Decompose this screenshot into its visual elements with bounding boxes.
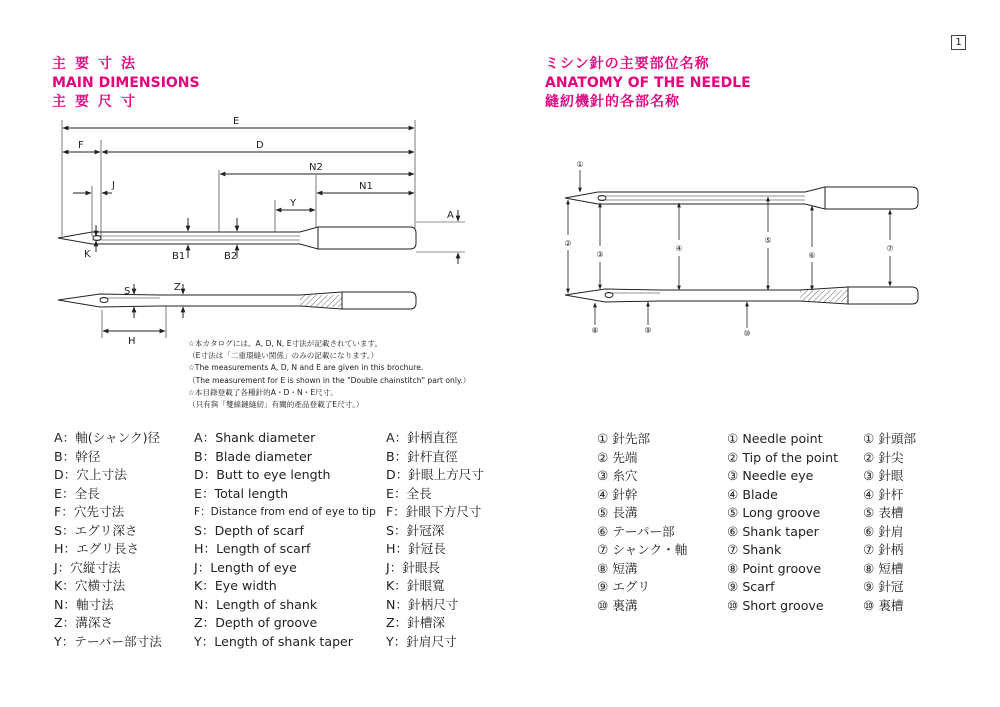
- right-title-jp: ミシン針の主要部位名称: [545, 56, 710, 72]
- list-item: ① 針頭部: [863, 431, 917, 446]
- right-title-en: ANATOMY OF THE NEEDLE: [545, 75, 751, 91]
- anatomy-number: ⑩: [863, 597, 875, 613]
- list-item: A：Shank diameter: [194, 430, 316, 445]
- anatomy-number: ⑨: [727, 579, 739, 595]
- list-item: D：Butt to eye length: [194, 467, 331, 483]
- anatomy-list-zh: [863, 430, 916, 615]
- list-item: Y：針肩尺寸: [386, 634, 457, 650]
- list-item: ⑨ Scarf: [727, 579, 775, 595]
- right-title-zh: 縫紉機針的各部名称: [545, 94, 680, 110]
- anatomy-number: ③: [863, 468, 875, 484]
- list-item: ⑤ 長溝: [597, 505, 638, 521]
- list-item: ⑩ 裏溝: [597, 597, 638, 613]
- page-number: 1: [951, 35, 966, 50]
- anatomy-number: ⑧: [597, 560, 609, 576]
- list-item: ⑦ Shank: [727, 542, 782, 558]
- dim-label-N1: N1: [359, 181, 373, 192]
- list-item: K：針眼寬: [386, 578, 445, 594]
- callout-9: ⑨: [644, 326, 652, 335]
- list-item: N：軸寸法: [54, 596, 114, 612]
- anatomy-number: ⑩: [727, 597, 739, 613]
- list-item: ⑤ Long groove: [727, 505, 821, 521]
- anatomy-list-en: [727, 430, 838, 615]
- dim-label-F: F: [78, 140, 84, 151]
- dim-label-A: A: [447, 210, 454, 221]
- list-item: ⑩ 裏槽: [863, 597, 904, 613]
- anatomy-number: ⑦: [727, 542, 739, 558]
- list-item: H：針冠長: [386, 541, 446, 557]
- list-item: ⑨ エグリ: [597, 579, 651, 595]
- callout-10: ⑩: [743, 329, 751, 338]
- anatomy-number: ④: [727, 486, 739, 502]
- list-item: E：全長: [54, 485, 100, 501]
- list-item: N：針柄尺寸: [386, 596, 459, 612]
- list-item: Z：溝深さ: [54, 615, 114, 631]
- note-line: ☆The measurements A, D, N and E are given in this brochure.: [188, 363, 424, 373]
- list-item: ⑦ シャンク・軸: [597, 542, 688, 558]
- callout-2: ②: [564, 239, 572, 248]
- list-item: ⑧ 短溝: [597, 560, 638, 576]
- list-item: ② 針尖: [863, 449, 904, 465]
- list-item: B：幹径: [54, 448, 101, 464]
- list-item: F：針眼下方尺寸: [386, 504, 482, 520]
- callout-4: ④: [675, 244, 683, 253]
- anatomy-number: ⑨: [597, 579, 609, 595]
- anatomy-number: ②: [597, 449, 609, 465]
- callout-8: ⑧: [591, 326, 599, 335]
- list-item: H：Length of scarf: [194, 541, 311, 557]
- anatomy-number: ③: [727, 468, 739, 484]
- dimensions-list-jp: [54, 429, 162, 652]
- list-item: A：軸(シャンク)径: [54, 430, 161, 445]
- list-item: ① Needle point: [727, 431, 823, 446]
- anatomy-number: ⑥: [597, 523, 609, 539]
- list-item: ⑧ Point groove: [727, 560, 822, 576]
- list-item: ③ 針眼: [863, 468, 904, 484]
- list-item: N：Length of shank: [194, 596, 318, 612]
- list-item: Y：Length of shank taper: [194, 634, 353, 650]
- anatomy-number: ④: [863, 486, 875, 502]
- dim-label-B1: B1: [172, 251, 186, 262]
- anatomy-number: ⑤: [727, 505, 739, 521]
- callout-1: ①: [576, 160, 584, 169]
- dim-label-Z: Z: [174, 282, 181, 293]
- anatomy-number: ①: [727, 431, 739, 446]
- measurement-notes: [188, 338, 470, 411]
- anatomy-number: ③: [597, 468, 609, 484]
- list-item: Z：Depth of groove: [194, 615, 318, 631]
- needle-side-view-right: [565, 187, 918, 209]
- anatomy-number: ⑥: [863, 523, 875, 539]
- list-item: ⑤ 表槽: [863, 505, 904, 521]
- anatomy-number: ①: [597, 431, 609, 446]
- list-item: F：Distance from end of eye to tip: [194, 506, 376, 519]
- callout-5: ⑤: [764, 236, 772, 245]
- list-item: ⑨ 針冠: [863, 579, 904, 595]
- list-item: E：Total length: [194, 485, 289, 501]
- callout-3: ③: [596, 250, 604, 259]
- anatomy-number: ④: [597, 486, 609, 502]
- anatomy-number: ⑧: [727, 560, 739, 576]
- dim-label-J: J: [112, 180, 115, 191]
- dimensions-list-zh: [386, 429, 484, 652]
- list-item: F：穴先寸法: [54, 504, 125, 520]
- list-item: ⑦ 針柄: [863, 542, 904, 558]
- list-item: ① 針先部: [597, 431, 651, 446]
- list-item: ③ 糸穴: [597, 468, 638, 484]
- list-item: D：穴上寸法: [54, 467, 127, 483]
- note-line: （E寸法は「二重環縫い関係」のみの記載になります。）: [188, 351, 379, 361]
- list-item: B：針杆直徑: [386, 448, 458, 464]
- anatomy-number: ⑤: [597, 505, 609, 521]
- list-item: K：Eye width: [194, 578, 277, 594]
- list-item: ② 先端: [597, 449, 638, 465]
- list-item: E：全長: [386, 485, 432, 501]
- anatomy-number: ⑨: [863, 579, 875, 595]
- anatomy-number: ②: [863, 449, 875, 465]
- note-line: （只有與「雙線鏈縫紉」有關的產品登載了E尺寸。）: [188, 400, 364, 410]
- left-title-en: MAIN DIMENSIONS: [52, 75, 200, 91]
- anatomy-list-jp: [597, 430, 687, 615]
- dim-label-B2: B2: [224, 251, 238, 262]
- callout-6: ⑥: [808, 251, 816, 260]
- dim-label-Y: Y: [290, 198, 297, 209]
- anatomy-number: ⑥: [727, 523, 739, 539]
- dim-label-S: S: [124, 286, 131, 297]
- note-line: ☆本カタログには、A, D, N, E寸法が記載されています。: [188, 339, 383, 348]
- callout-7: ⑦: [886, 244, 894, 253]
- list-item: ⑥ Shank taper: [727, 523, 819, 539]
- list-item: ⑩ Short groove: [727, 597, 824, 613]
- list-item: ⑥ 針肩: [863, 523, 904, 539]
- note-line: ☆本目錄登載了各種針的A・D・N・E尺寸。: [188, 387, 338, 397]
- anatomy-number: ①: [863, 431, 875, 446]
- anatomy-number: ⑦: [863, 542, 875, 558]
- list-item: S：エグリ深さ: [54, 522, 138, 538]
- anatomy-number: ②: [727, 449, 739, 465]
- list-item: ② Tip of the point: [727, 449, 839, 465]
- dim-label-K: K: [84, 249, 91, 260]
- needle-front-view-right: [565, 287, 918, 304]
- dimensions-list-en: [194, 429, 376, 652]
- dim-label-E: E: [233, 116, 240, 127]
- list-item: A：針柄直徑: [386, 430, 458, 445]
- list-item: B：Blade diameter: [194, 448, 312, 464]
- list-item: ④ 針幹: [597, 486, 638, 502]
- dim-label-N2: N2: [309, 162, 323, 173]
- list-item: H：エグリ長さ: [54, 541, 140, 557]
- anatomy-number: ⑤: [863, 505, 875, 521]
- list-item: S：針冠深: [386, 522, 445, 538]
- list-item: J：穴縦寸法: [54, 559, 121, 575]
- note-line: （The measurement for E is shown in the "Double chainstitch" part only.）: [188, 375, 471, 385]
- list-item: Y：テーパー部寸法: [54, 634, 162, 650]
- list-item: ⑥ テーパー部: [597, 523, 675, 539]
- needle-front-view-left: [58, 284, 416, 338]
- list-item: J：針眼長: [386, 559, 441, 575]
- left-title-jp: 主要寸法: [52, 56, 144, 72]
- list-item: K：穴横寸法: [54, 578, 126, 594]
- list-item: D：針眼上方尺寸: [386, 467, 484, 483]
- anatomy-number: ⑩: [597, 597, 609, 613]
- list-item: ④ Blade: [727, 486, 778, 502]
- left-title-zh: 主要尺寸: [52, 94, 144, 110]
- anatomy-number: ⑧: [863, 560, 875, 576]
- list-item: ④ 針杆: [863, 486, 904, 502]
- list-item: ⑧ 短槽: [863, 560, 904, 576]
- dim-label-H: H: [128, 336, 136, 347]
- anatomy-number: ⑦: [597, 542, 609, 558]
- list-item: Z：針槽深: [386, 615, 446, 631]
- list-item: J：Length of eye: [194, 559, 297, 575]
- list-item: ③ Needle eye: [727, 468, 814, 484]
- list-item: S：Depth of scarf: [194, 522, 304, 538]
- dim-label-D: D: [256, 140, 264, 151]
